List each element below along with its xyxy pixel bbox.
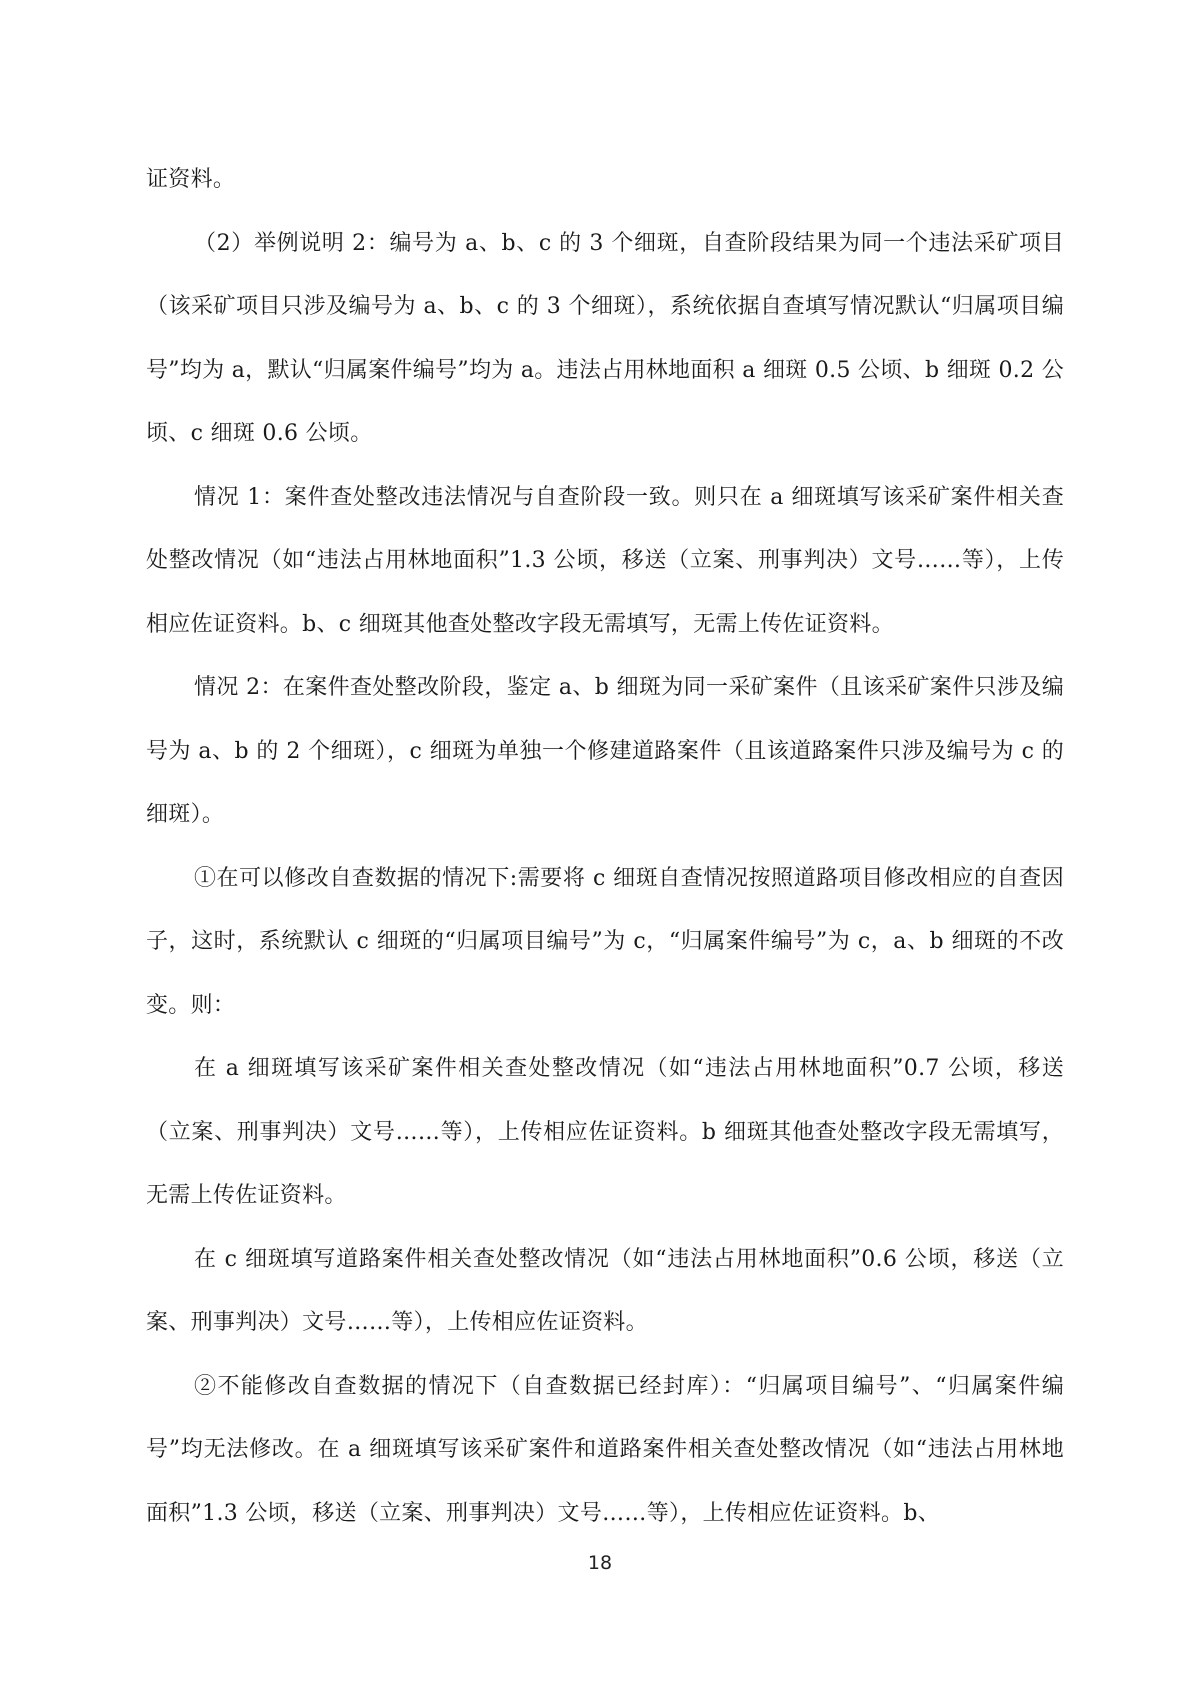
paragraph-continuation: 证资料。 xyxy=(146,167,236,192)
page-number: 18 xyxy=(587,1552,613,1574)
paragraph-case-2: 情况 2：在案件查处整改阶段，鉴定 a、b 细斑为同一采矿案件（且该采矿案件只涉及编号为 a、b 的 2 个细斑），c 细斑为单独一个修建道路案件（且该道路案件只涉及编号为 c 的细斑）。 xyxy=(146,675,1064,827)
paragraph-case-1: 情况 1：案件查处整改违法情况与自查阶段一致。则只在 a 细斑填写该采矿案件相关查处整改情况（如“违法占用林地面积”1.3 公顷，移送（立案、刑事判决）文号……等），上传相应佐证资料。b、c 细斑其他查处整改字段无需填写，无需上传佐证资料。 xyxy=(146,484,1064,637)
paragraph-spot-c: 在 c 细斑填写道路案件相关查处整改情况（如“违法占用林地面积”0.6 公顷，移送（立案、刑事判决）文号……等），上传相应佐证资料。 xyxy=(146,1246,1064,1335)
paragraph-modifiable: ①在可以修改自查数据的情况下:需要将 c 细斑自查情况按照道路项目修改相应的自查因子，这时，系统默认 c 细斑的“归属项目编号”为 c，“归属案件编号”为 c，a、b 细斑的不改变。则： xyxy=(146,865,1064,1018)
paragraph-spot-a: 在 a 细斑填写该采矿案件相关查处整改情况（如“违法占用林地面积”0.7 公顷，移送（立案、刑事判决）文号……等），上传相应佐证资料。b 细斑其他查处整改字段无需填写，无需上传佐证资料。 xyxy=(146,1056,1064,1208)
paragraph-example-2: （2）举例说明 2：编号为 a、b、c 的 3 个细斑，自查阶段结果为同一个违法采矿项目（该采矿项目只涉及编号为 a、b、c 的 3 个细斑），系统依据自查填写情况默认“归属项目编号”均为 a，默认“归属案件编号”均为 a。违法占用林地面积 a 细斑 0.5 公顷、b 细斑 0.2 公顷、c 细斑 0.6 公顷。 xyxy=(146,230,1064,446)
document-body xyxy=(146,148,1064,1545)
paragraph-not-modifiable: ②不能修改自查数据的情况下（自查数据已经封库）：“归属项目编号”、“归属案件编号”均无法修改。在 a 细斑填写该采矿案件和道路案件相关查处整改情况（如“违法占用林地面积”1.3 公顷，移送（立案、刑事判决）文号……等），上传相应佐证资料。b、 xyxy=(146,1373,1064,1526)
